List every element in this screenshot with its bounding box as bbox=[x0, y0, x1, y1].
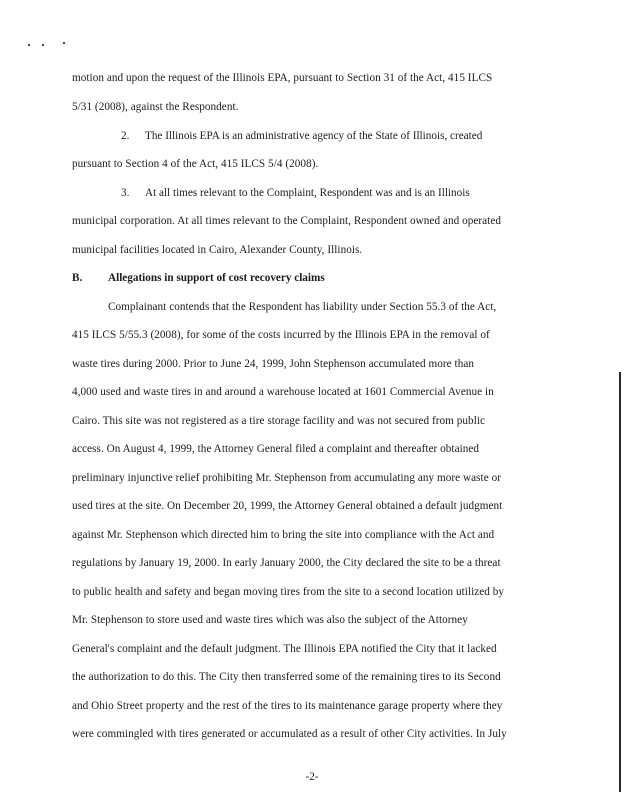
text-line: preliminary injunctive relief prohibiting Mr. Stephenson from accumulating any more waste or bbox=[72, 472, 501, 484]
paragraph-number: 3. bbox=[121, 187, 130, 199]
text-line: The Illinois EPA is an administrative agency of the State of Illinois, created bbox=[145, 130, 483, 142]
text-line: 4,000 used and waste tires in and around a warehouse located at 1601 Commercial Avenue in bbox=[72, 386, 494, 398]
text-line: municipal facilities located in Cairo, Alexander County, Illinois. bbox=[72, 244, 363, 256]
text-line: the authorization to do this. The City then transferred some of the remaining tires to its Second bbox=[72, 671, 501, 683]
section-letter: B. bbox=[72, 272, 83, 284]
scan-edge bbox=[619, 372, 621, 792]
text-line: regulations by January 19, 2000. In early January 2000, the City declared the site to be a threat bbox=[72, 557, 501, 569]
text-line: and Ohio Street property and the rest of the tires to its maintenance garage property where they bbox=[72, 700, 503, 712]
text-line: pursuant to Section 4 of the Act, 415 ILCS 5/4 (2008). bbox=[72, 158, 319, 170]
text-line: access. On August 4, 1999, the Attorney General filed a complaint and thereafter obtained bbox=[72, 443, 480, 455]
text-line: 5/31 (2008), against the Respondent. bbox=[72, 101, 239, 113]
text-line: General's complaint and the default judgment. The Illinois EPA notified the City that it lacked bbox=[72, 643, 497, 655]
text-line: Complainant contends that the Respondent has liability under Section 55.3 of the Act, bbox=[108, 301, 497, 313]
text-line: against Mr. Stephenson which directed him to bring the site into compliance with the Act and bbox=[72, 529, 495, 541]
text-line: Mr. Stephenson to store used and waste tires which was also the subject of the Attorney bbox=[72, 614, 468, 626]
text-line: motion and upon the request of the Illinois EPA, pursuant to Section 31 of the Act, 415 ILCS bbox=[72, 72, 493, 84]
scan-speck bbox=[63, 42, 65, 44]
text-line: 415 ILCS 5/55.3 (2008), for some of the costs incurred by the Illinois EPA in the removal of bbox=[72, 329, 490, 341]
scan-speck bbox=[28, 44, 30, 46]
paragraph-number: 2. bbox=[121, 130, 130, 142]
scan-speck bbox=[42, 44, 44, 46]
text-line: were commingled with tires generated or accumulated as a result of other City activities. In July bbox=[72, 728, 507, 740]
text-line: At all times relevant to the Complaint, Respondent was and is an Illinois bbox=[145, 187, 470, 199]
page-number: -2- bbox=[305, 771, 319, 783]
text-line: waste tires during 2000. Prior to June 24, 1999, John Stephenson accumulated more than bbox=[72, 358, 475, 370]
text-line: to public health and safety and began moving tires from the site to a second location utilized by bbox=[72, 586, 505, 598]
section-heading: Allegations in support of cost recovery claims bbox=[108, 272, 325, 284]
text-line: used tires at the site. On December 20, 1999, the Attorney General obtained a default judgment bbox=[72, 500, 503, 512]
text-line: municipal corporation. At all times relevant to the Complaint, Respondent owned and operated bbox=[72, 215, 501, 227]
text-line: Cairo. This site was not registered as a tire storage facility and was not secured from public bbox=[72, 415, 486, 427]
